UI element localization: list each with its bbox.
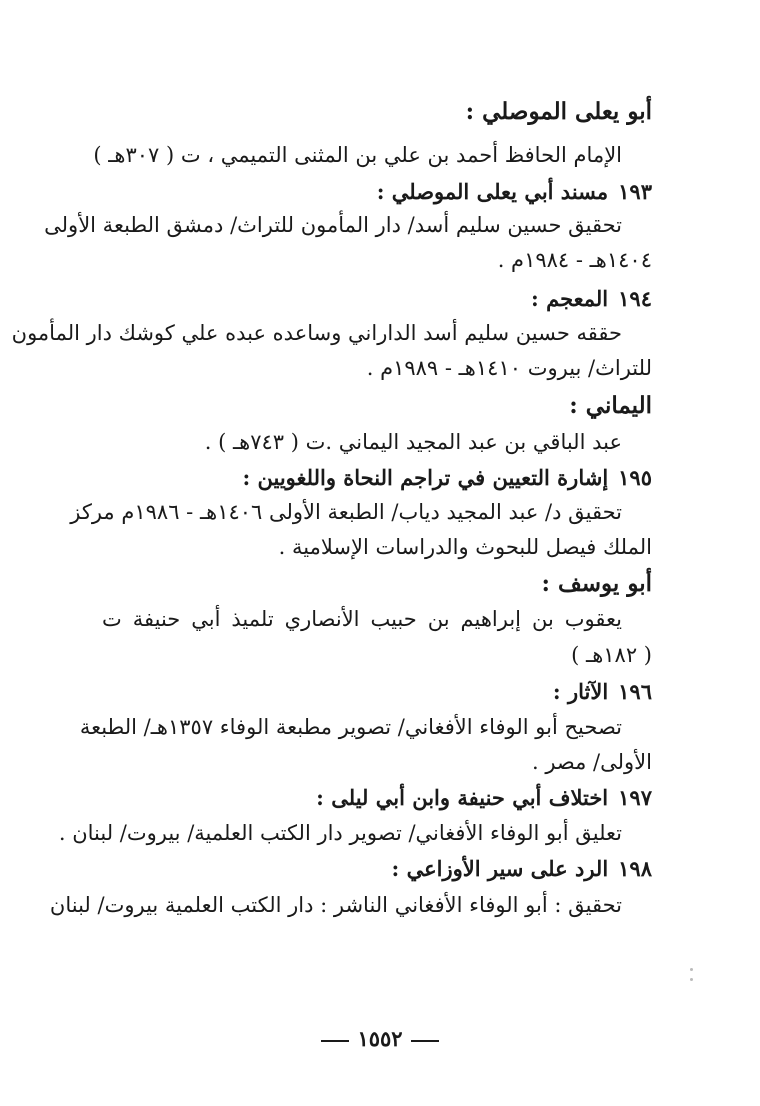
entry-heading-195 (242, 467, 652, 488)
entry-title: الرد على سير الأوزاعي : (391, 856, 609, 881)
entry-title: الآثار : (552, 679, 609, 704)
entry-heading-193 (377, 181, 652, 202)
entry-heading-196 (553, 681, 652, 702)
entry-title: مسند أبي يعلى الموصلي : (376, 179, 609, 204)
entry-detail-line: تعليق أبو الوفاء الأفغاني/ تصوير دار الكتب العلمية/ بيروت/ لبنان . (58, 821, 622, 845)
author-heading: اليماني : (569, 392, 652, 419)
entry-heading-198 (392, 858, 652, 879)
entry-number: ١٩٣ (618, 179, 652, 204)
entry-number: ١٩٨ (618, 856, 652, 881)
entry-detail-line: تصحيح أبو الوفاء الأفغاني/ تصوير مطبعة الوفاء ١٣٥٧هـ/ الطبعة (79, 715, 622, 739)
dash-left (411, 1040, 439, 1042)
entry-number: ١٩٥ (618, 465, 652, 490)
entry-title: المعجم : (531, 286, 609, 311)
entry-detail-line: تحقيق حسين سليم أسد/ دار المأمون للتراث/ دمشق الطبعة الأولى (44, 213, 622, 237)
author-heading: أبو يعلى الموصلي : (465, 98, 652, 125)
entry-detail-line: الأولى/ مصر . (531, 750, 652, 774)
entry-heading-197 (316, 787, 652, 808)
entry-number: ١٩٤ (618, 286, 652, 311)
entry-title: إشارة التعيين في تراجم النحاة واللغويين : (242, 465, 609, 490)
entry-number: ١٩٦ (618, 679, 652, 704)
dash-right (321, 1040, 349, 1042)
entry-title: اختلاف أبي حنيفة وابن أبي ليلى : (316, 785, 609, 810)
page-number (0, 1026, 760, 1051)
entry-detail-line: تحقيق د/ عبد المجيد دياب/ الطبعة الأولى ١٤٠٦هـ - ١٩٨٦م مركز (70, 500, 622, 524)
entry-detail-line: حققه حسين سليم أسد الداراني وساعده عبده علي كوشك دار المأمون (11, 321, 622, 345)
entry-detail-line: تحقيق : أبو الوفاء الأفغاني الناشر : دار الكتب العلمية بيروت/ لبنان (49, 893, 622, 917)
author-biography: ( ١٨٢هـ ) (571, 643, 652, 667)
entry-detail-line: ١٤٠٤هـ - ١٩٨٤م . (497, 248, 652, 272)
entry-detail-line: للتراث/ بيروت ١٤١٠هـ - ١٩٨٩م . (366, 356, 652, 380)
author-biography: عبد الباقي بن عبد المجيد اليماني .ت ( ٧٤٣هـ ) . (204, 430, 622, 454)
page-number-text: ١٥٥٢ (357, 1026, 403, 1051)
entry-heading-194 (531, 288, 652, 309)
entry-detail-line: الملك فيصل للبحوث والدراسات الإسلامية . (278, 535, 652, 559)
author-biography: يعقوب بن إبراهيم بن حبيب الأنصاري تلميذ أبي حنيفة ت (102, 607, 622, 631)
scan-speck (690, 978, 693, 981)
entry-number: ١٩٧ (618, 785, 652, 810)
scan-speck (690, 968, 693, 971)
author-heading: أبو يوسف : (541, 570, 652, 597)
author-biography: الإمام الحافظ أحمد بن علي بن المثنى التميمي ، ت ( ٣٠٧هـ ) (93, 143, 622, 167)
